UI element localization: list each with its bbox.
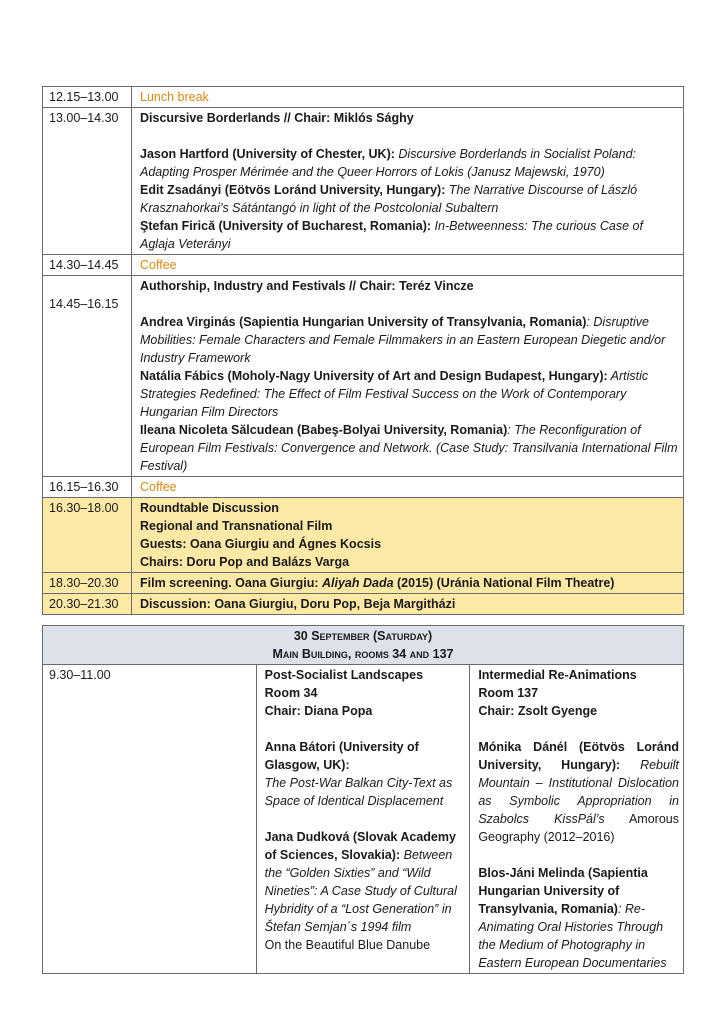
paper-entry: [140, 217, 679, 253]
time-cell: 16.15–16.30: [43, 477, 132, 498]
paper-entry: [140, 421, 679, 475]
time-cell: 20.30–21.30: [43, 594, 132, 615]
coffee-label: Coffee: [132, 477, 684, 498]
table-row: [43, 665, 684, 974]
paper-entry: [140, 145, 679, 181]
session-room: Room 34: [264, 686, 318, 700]
table-row: [43, 477, 684, 498]
table-row: [43, 498, 684, 573]
lunch-break-label: Lunch break: [132, 87, 684, 108]
day-date: 30 September (Saturday): [293, 629, 433, 643]
session-cell: [132, 276, 684, 477]
paper-entry: [140, 181, 679, 217]
speaker-name: Anna Bátori (University of Glasgow, UK):: [264, 740, 419, 772]
table-row: [43, 255, 684, 276]
session-room: Room 137: [478, 686, 539, 700]
paper-entry: [140, 367, 679, 421]
session-cell-right: [470, 665, 684, 974]
speaker-name: Ştefan Firică (University of Bucharest, Romania):: [140, 219, 432, 233]
paper-title: : Disruptive Mobilities: Female Characters and Female Filmmakers in an Eastern European Diegetic and/or Industry Framework: [140, 315, 666, 365]
paper-title: The Post-War Balkan City-Text as Space of Identical Displacement: [264, 776, 453, 808]
session-title: Authorship, Industry and Festivals // Chair: Teréz Vincze: [140, 279, 474, 293]
table-row: [43, 626, 684, 665]
time-cell: 12.15–13.00: [43, 87, 132, 108]
session-title: Post-Socialist Landscapes: [264, 668, 424, 682]
speaker-name: Natália Fábics (Moholy-Nagy University of Art and Design Budapest, Hungary):: [140, 369, 608, 383]
discussion-cell: Discussion: Oana Giurgiu, Doru Pop, Beja Margitházi: [132, 594, 684, 615]
paper-title: : Re-Animating Oral Histories Through the Medium of Photography in Eastern European Documentaries: [478, 902, 667, 970]
speaker-name: Jason Hartford (University of Chester, UK):: [140, 147, 395, 161]
session-cell: [132, 108, 684, 255]
table-row: [43, 108, 684, 255]
speaker-name: Andrea Virginás (Sapientia Hungarian University of Transylvania, Romania): [140, 315, 587, 329]
paper-title: The Narrative Discourse of László Krasznahorkai’s Sátántangó in light of the Postcolonial Subaltern: [140, 183, 638, 215]
session-title: Discursive Borderlands // Chair: Miklós Sághy: [140, 111, 414, 125]
paper-title: Artistic Strategies Redefined: The Effect of Film Festival Success on the Work of Contemporary Hungarian Film Directors: [140, 369, 649, 419]
work-year: (2012–2016): [540, 830, 615, 844]
speaker-name: Edit Zsadányi (Eötvös Loránd University, Hungary):: [140, 183, 446, 197]
roundtable-guests: Guests: Oana Giurgiu and Ágnes Kocsis: [140, 537, 382, 551]
paper-entry: [140, 313, 679, 367]
time-cell: 18.30–20.30: [43, 573, 132, 594]
roundtable-topic: Regional and Transnational Film: [140, 519, 333, 533]
paper-entry: [478, 864, 679, 972]
film-title: Aliyah Dada: [321, 576, 394, 590]
time-cell: 13.00–14.30: [43, 108, 132, 255]
paper-entry: [478, 738, 679, 846]
schedule-table-2: [42, 625, 684, 974]
paper-title: In-Betweenness: The curious Case of Aglaja Veterányi: [140, 219, 643, 251]
session-chair: Chair: Zsolt Gyenge: [478, 704, 598, 718]
paper-title: : The Reconfiguration of European Film Festivals: Convergence and Network. (Case Study: Transilvania International Film Festival): [140, 423, 678, 473]
speaker-name: Blos-Jáni Melinda (Sapientia Hungarian University of Transylvania, Romania): [478, 866, 648, 916]
day-venue: Main Building, rooms 34 and 137: [272, 647, 454, 661]
table-row: [43, 276, 684, 477]
table-row: [43, 573, 684, 594]
roundtable-chairs: Chairs: Doru Pop and Balázs Varga: [140, 555, 350, 569]
paper-title: Between the “Golden Sixties” and “Wild Nineties”: A Case Study of Cultural Hybridity of a “Lost Generation” in Štefan Semjan´s 1994 film: [264, 848, 457, 934]
session-chair: Chair: Diana Popa: [264, 704, 373, 718]
speaker-name: Jana Dudková (Slovak Academy of Sciences, Slovakia):: [264, 830, 456, 862]
session-title: Intermedial Re-Animations: [478, 668, 637, 682]
time-cell: 14.45–16.15: [43, 276, 132, 477]
coffee-label: Coffee: [132, 255, 684, 276]
speaker-name: Mónika Dánél (Eötvös Loránd University, Hungary):: [478, 740, 679, 772]
table-row: [43, 87, 684, 108]
paper-entry: [265, 828, 466, 936]
time-cell: 9.30–11.00: [43, 665, 257, 974]
speaker-name: Ileana Nicoleta Sălcudean (Babeş-Bolyai University, Romania): [140, 423, 508, 437]
schedule-table-1: [42, 86, 684, 615]
session-cell-left: [256, 665, 470, 974]
day-header: [43, 626, 684, 665]
roundtable-title: Roundtable Discussion: [140, 501, 279, 515]
paper-title: Discursive Borderlands in Socialist Poland: Adapting Prosper Mérimée and the Queer Horrors of Lokis (Janusz Majewski, 1970): [140, 147, 637, 179]
paper-title: Rebuilt Mountain – Institutional Dislocation as Symbolic Appropriation in Szabolcs KissPál’s: [478, 758, 679, 826]
roundtable-cell: [132, 498, 684, 573]
time-cell: 14.30–14.45: [43, 255, 132, 276]
work-title: Amorous Geography: [478, 812, 679, 844]
film-title: On the Beautiful Blue Danube: [264, 938, 431, 952]
time-cell: 16.30–18.00: [43, 498, 132, 573]
table-row: [43, 594, 684, 615]
screening-cell: Film screening. Oana Giurgiu: Aliyah Dada (2015) (Uránia National Film Theatre): [132, 573, 684, 594]
